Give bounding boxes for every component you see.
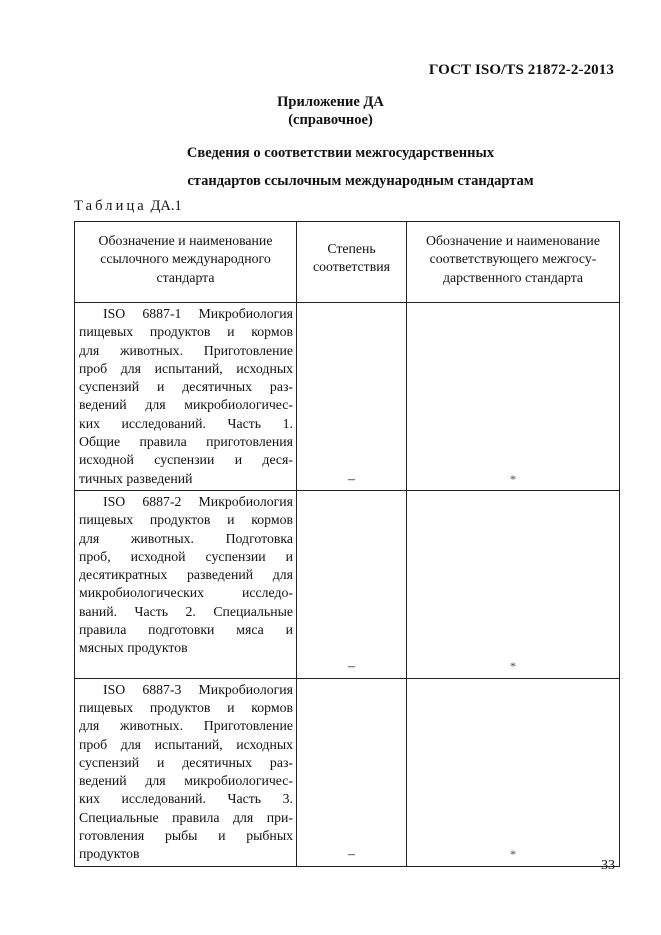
table-row <box>75 490 620 678</box>
table-row <box>75 303 620 491</box>
page-number: 33 <box>601 858 615 873</box>
correspondence-table <box>74 221 620 867</box>
table-caption <box>74 198 182 215</box>
column-header-interstate-standard: Обозначение и наименование соответствующего межгосу- дарственного стандарта <box>407 222 620 303</box>
appendix-subtitle: (справочное) <box>288 112 373 128</box>
section-heading-line-2: стандартов ссылочным международным стандартам <box>187 173 534 189</box>
column-header-degree: Степень соответствия <box>297 222 407 303</box>
section-heading-line-1: Сведения о соответствии межгосударственных <box>186 145 495 161</box>
degree-cell: – <box>297 303 407 491</box>
table-row <box>75 678 620 866</box>
international-standard-cell: ISO 6887-1 Микробиология пищевых продуктов и кормов для животных. Приготовление проб для испытаний, исходных суспензий и десятичных раз- ведений для микробиологичес- ких исследований. Часть 1. Общие правила приготовления исходной суспензии и деся- тичных разведений <box>75 303 297 491</box>
corresponding-standard-cell: * <box>407 678 620 866</box>
table-caption-label: Таблица <box>74 198 147 214</box>
degree-cell: – <box>297 490 407 678</box>
document-code-header: ГОСТ ISO/TS 21872-2-2013 <box>428 62 614 78</box>
corresponding-standard-cell: * <box>407 303 620 491</box>
corresponding-standard-cell: * <box>407 490 620 678</box>
degree-cell: – <box>297 678 407 866</box>
international-standard-cell: ISO 6887-3 Микробиология пищевых продуктов и кормов для животных. Приготовление проб для испытаний, исходных суспензий и десятичных раз- ведений для микробиологичес- ких исследований. Часть 3. Специальные правила для при- готовления рыбы и рыбных продуктов <box>75 678 297 866</box>
international-standard-cell: ISO 6887-2 Микробиология пищевых продуктов и кормов для животных. Подготовка проб, исходной суспензии и десятикратных разведений для микробиологических исследо- ваний. Часть 2. Специальные правила подготовки мяса и мясных продуктов <box>75 490 297 678</box>
column-header-international-standard: Обозначение и наименование ссылочного международного стандарта <box>75 222 297 303</box>
table-header-row <box>75 222 620 303</box>
appendix-title: Приложение ДА <box>277 94 384 110</box>
table-caption-number: ДА.1 <box>150 198 182 214</box>
appendix-title-block <box>0 93 661 129</box>
